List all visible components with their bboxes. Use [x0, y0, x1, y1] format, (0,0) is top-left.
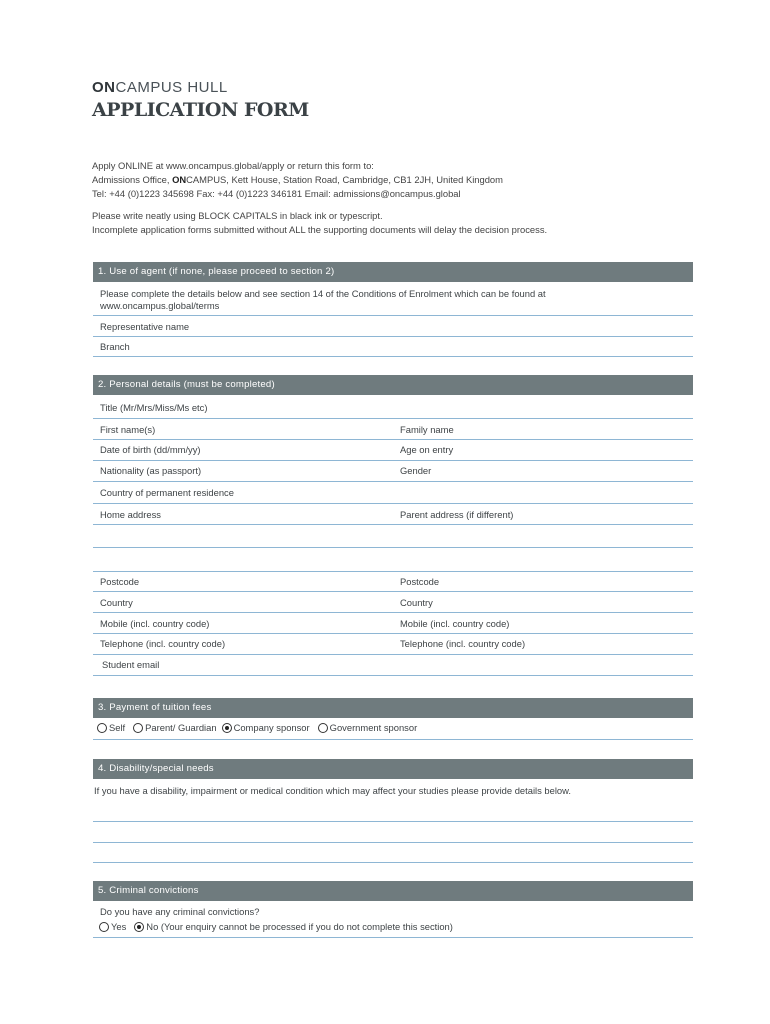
parent-address-field[interactable]: Parent address (if different) — [400, 509, 514, 520]
home-address-field[interactable]: Home address — [100, 509, 161, 520]
rule — [93, 633, 693, 634]
radio-selected-icon[interactable] — [134, 922, 144, 932]
payment-options — [97, 722, 417, 733]
student-email-field[interactable]: Student email — [102, 659, 160, 670]
rule — [93, 675, 693, 676]
intro-line-2-on: ON — [172, 174, 187, 185]
payment-option-government[interactable] — [318, 722, 418, 733]
radio-icon[interactable] — [99, 922, 109, 932]
criminal-options — [99, 921, 453, 932]
payment-option-label: Government sponsor — [329, 722, 418, 733]
rule — [93, 937, 693, 938]
rule — [93, 336, 693, 337]
brand-on: ON — [92, 79, 116, 96]
country-left-field[interactable]: Country — [100, 597, 133, 608]
intro-line-2-post: CAMPUS, Kett House, Station Road, Cambridge, CB1 2JH, United Kingdom — [186, 174, 503, 185]
age-on-entry-field[interactable]: Age on entry — [400, 444, 454, 455]
rule — [93, 524, 693, 525]
radio-icon[interactable] — [97, 723, 107, 733]
rule — [93, 356, 693, 357]
rule — [93, 547, 693, 548]
intro-line-2 — [92, 173, 503, 187]
mobile-right-field[interactable]: Mobile (incl. country code) — [400, 618, 510, 629]
rule — [93, 612, 693, 613]
payment-option-label: Company sponsor — [233, 722, 310, 733]
brand-rest: CAMPUS HULL — [115, 79, 228, 96]
postcode-left-field[interactable]: Postcode — [100, 576, 140, 587]
telephone-left-field[interactable]: Telephone (incl. country code) — [100, 638, 226, 649]
gender-field[interactable]: Gender — [400, 465, 432, 476]
rule — [93, 460, 693, 461]
rule — [93, 481, 693, 482]
intro-line-5: Incomplete application forms submitted without ALL the supporting documents will delay the decision process. — [92, 224, 548, 235]
intro-line-1: Apply ONLINE at www.oncampus.global/apply or return this form to: — [92, 160, 374, 171]
country-right-field[interactable]: Country — [400, 597, 433, 608]
payment-option-label: Self — [109, 722, 126, 733]
radio-icon[interactable] — [318, 723, 328, 733]
rule — [93, 418, 693, 419]
intro-line-3: Tel: +44 (0)1223 345698 Fax: +44 (0)1223 346181 Email: admissions@oncampus.global — [92, 188, 461, 199]
radio-icon[interactable] — [133, 723, 143, 733]
section-5-header: 5. Criminal convictions — [93, 881, 693, 901]
nationality-field[interactable]: Nationality (as passport) — [100, 465, 202, 476]
first-name-field[interactable]: First name(s) — [100, 424, 156, 435]
criminal-option-yes[interactable] — [99, 921, 126, 932]
criminal-option-label: No (Your enquiry cannot be processed if you do not complete this section) — [146, 921, 453, 932]
payment-option-parent[interactable] — [133, 722, 216, 733]
rule — [93, 739, 693, 740]
payment-option-self[interactable] — [97, 722, 125, 733]
disability-note: If you have a disability, impairment or medical condition which may affect your studies please provide details below. — [94, 785, 571, 796]
rule — [93, 591, 693, 592]
rule — [93, 315, 693, 316]
section-1-header: 1. Use of agent (if none, please proceed to section 2) — [93, 262, 693, 282]
rule — [93, 571, 693, 572]
criminal-question: Do you have any criminal convictions? — [100, 906, 260, 917]
mobile-left-field[interactable]: Mobile (incl. country code) — [100, 618, 210, 629]
payment-option-company[interactable] — [222, 722, 310, 733]
telephone-right-field[interactable]: Telephone (incl. country code) — [400, 638, 526, 649]
rule — [93, 503, 693, 504]
brand-logo — [92, 79, 228, 96]
disability-answer-line[interactable] — [93, 821, 693, 822]
payment-option-label: Parent/ Guardian — [145, 722, 217, 733]
country-residence-field[interactable]: Country of permanent residence — [100, 487, 234, 498]
dob-field[interactable]: Date of birth (dd/mm/yy) — [100, 444, 201, 455]
branch-field[interactable]: Branch — [100, 341, 130, 352]
family-name-field[interactable]: Family name — [400, 424, 454, 435]
section-2-header: 2. Personal details (must be completed) — [93, 375, 693, 395]
section-1-note-line-1: Please complete the details below and see section 14 of the Conditions of Enrolment which can be found at — [100, 288, 546, 299]
page-title: APPLICATION FORM — [92, 99, 309, 121]
intro-line-2-pre: Admissions Office, — [92, 174, 173, 185]
disability-answer-line[interactable] — [93, 862, 693, 863]
postcode-right-field[interactable]: Postcode — [400, 576, 440, 587]
section-1-note-line-2: www.oncampus.global/terms — [100, 300, 220, 311]
disability-answer-line[interactable] — [93, 842, 693, 843]
rule — [93, 654, 693, 655]
rule — [93, 439, 693, 440]
section-4-header: 4. Disability/special needs — [93, 759, 693, 779]
section-3-header: 3. Payment of tuition fees — [93, 698, 693, 718]
representative-name-field[interactable]: Representative name — [100, 321, 190, 332]
radio-selected-icon[interactable] — [222, 723, 232, 733]
criminal-option-label: Yes — [111, 921, 127, 932]
criminal-option-no[interactable] — [134, 921, 453, 932]
intro-line-4: Please write neatly using BLOCK CAPITALS in black ink or typescript. — [92, 210, 383, 221]
title-field[interactable]: Title (Mr/Mrs/Miss/Ms etc) — [100, 402, 208, 413]
